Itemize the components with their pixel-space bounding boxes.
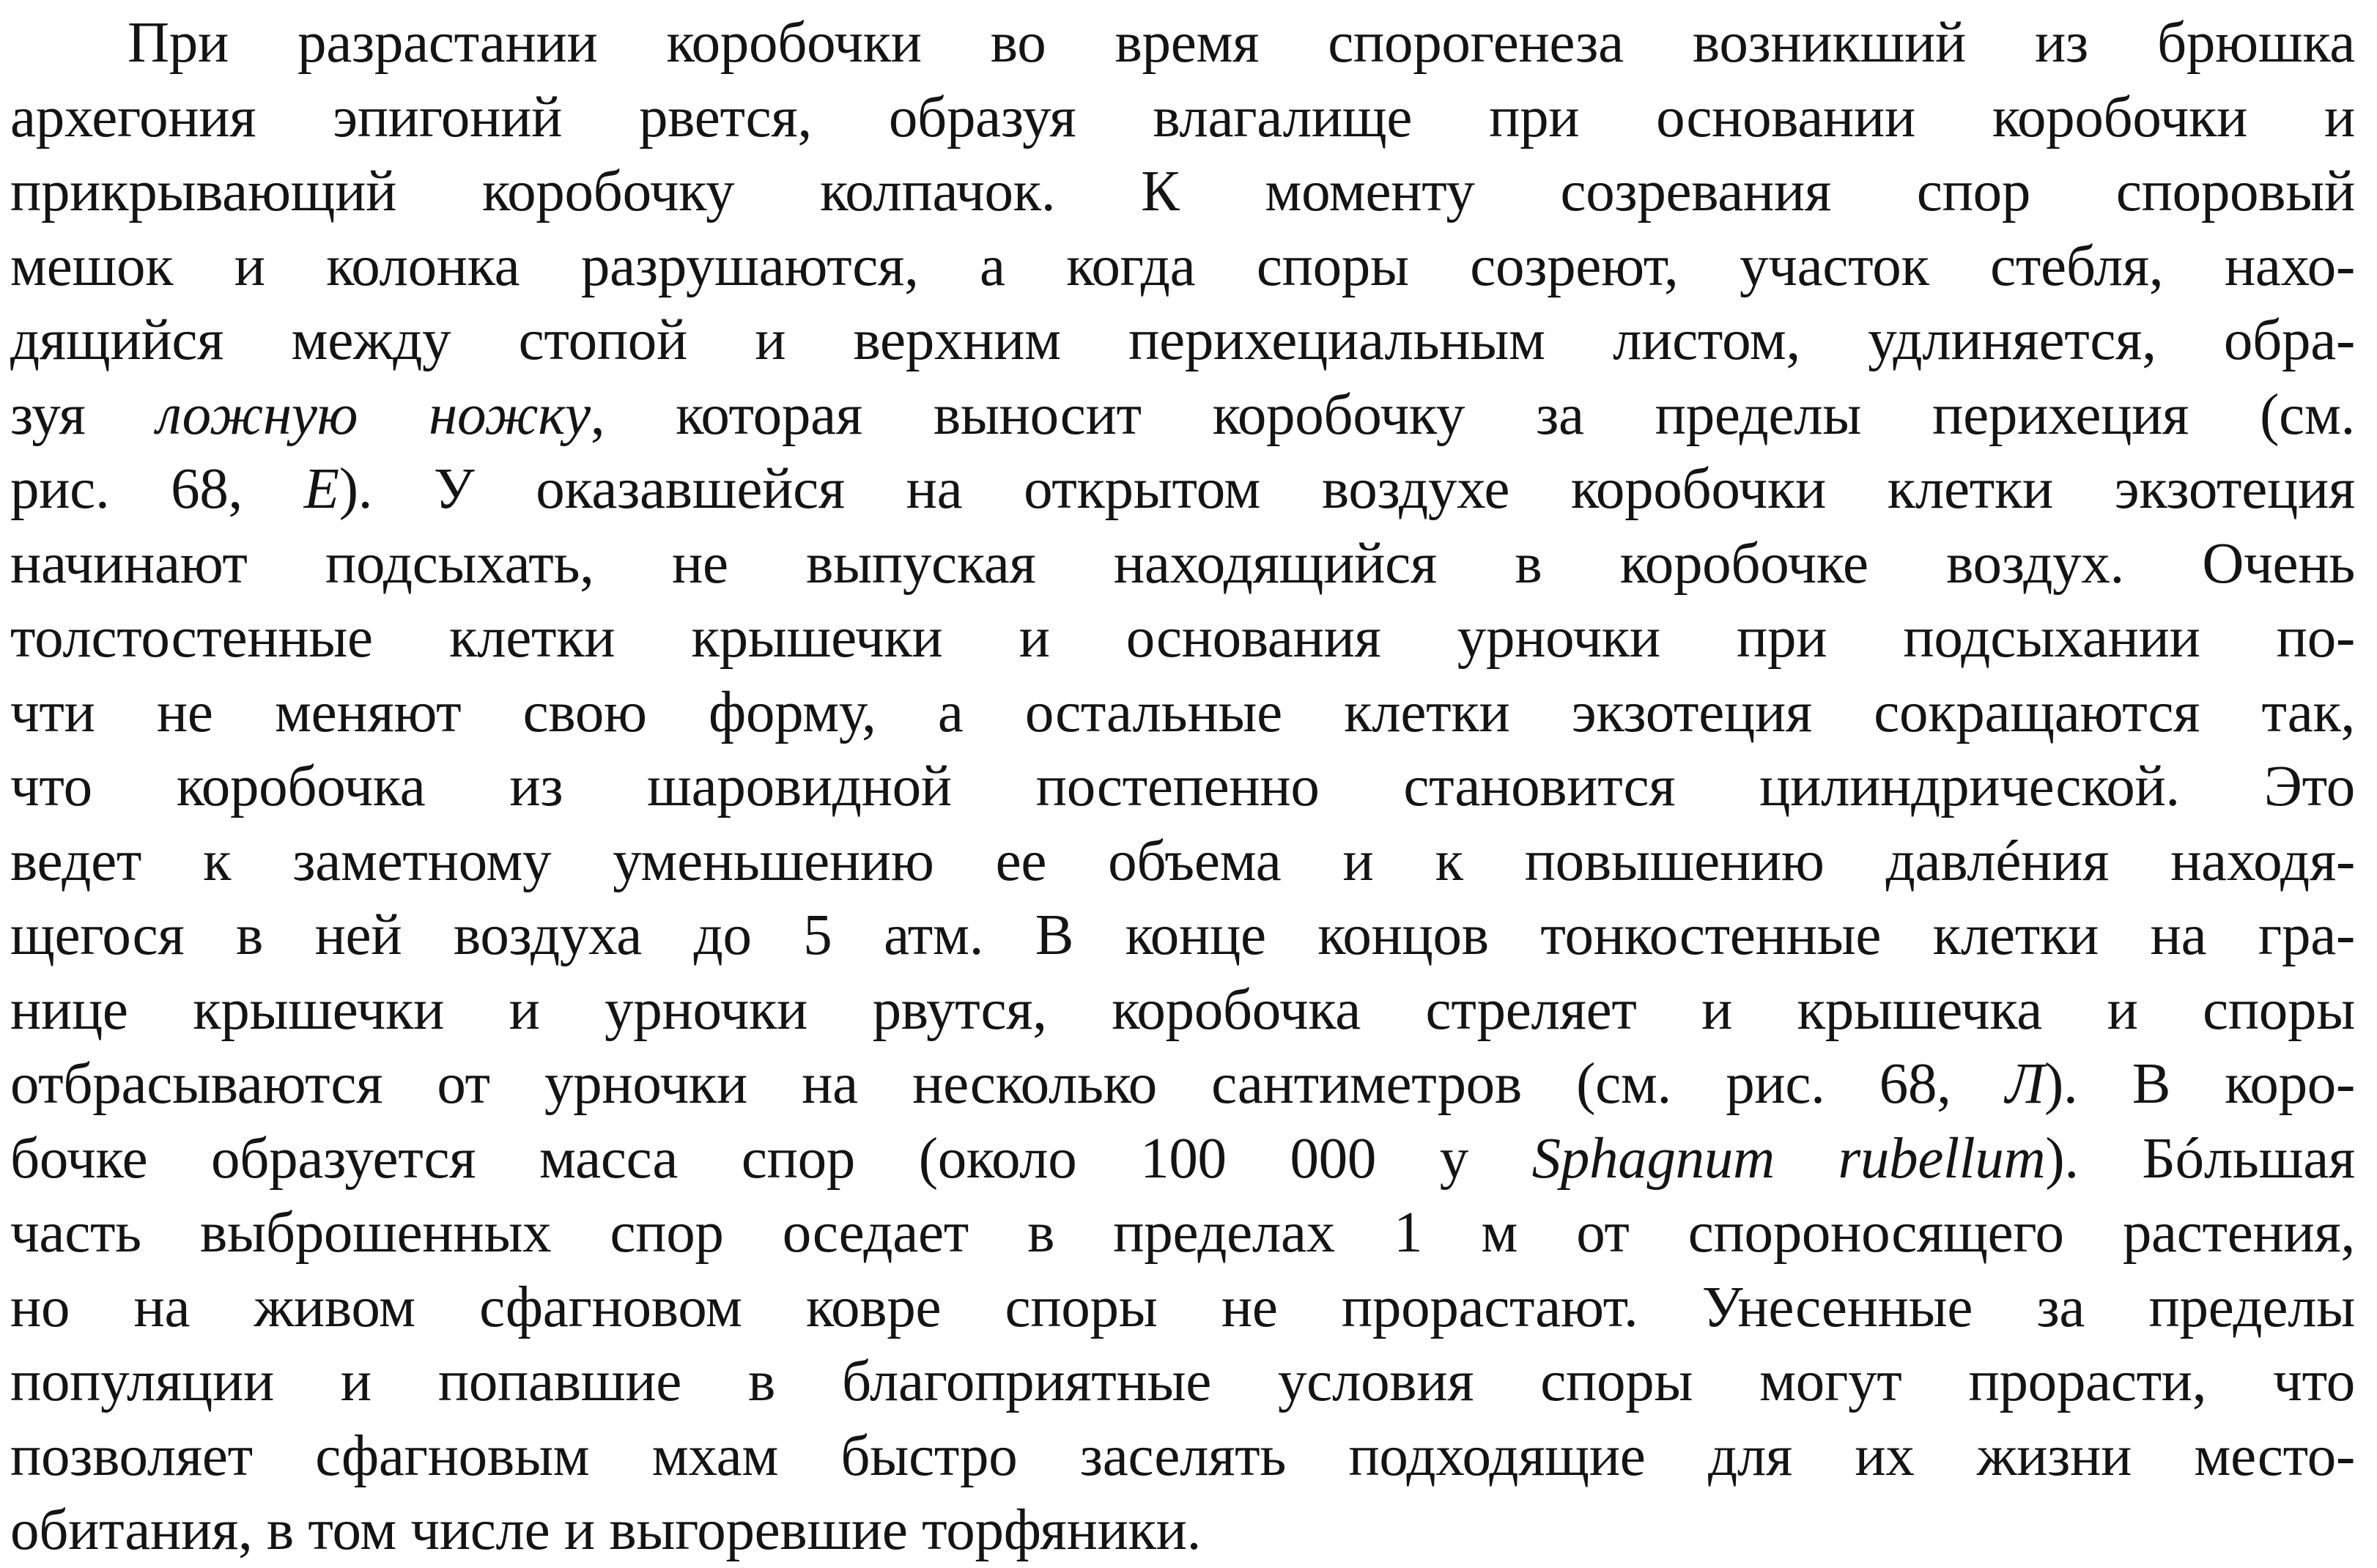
- text-run: щегося в ней воздуха до 5 атм. В конце концов тонкостенные клетки на гра-: [10, 903, 2355, 967]
- document-page: [10, 6, 2355, 1568]
- text-line: [10, 1493, 2355, 1568]
- text-run: дящийся между стопой и верхним перихециальным листом, удлиняется, обра-: [10, 308, 2355, 372]
- text-line: [10, 6, 2355, 81]
- text-run: популяции и попавшие в благоприятные условия споры могут прорасти, что: [10, 1350, 2355, 1413]
- italic-term: Е: [303, 457, 339, 521]
- text-run: ). У оказавшейся на открытом воздухе коробочки клетки экзотеция: [339, 457, 2355, 521]
- text-line: [10, 229, 2355, 304]
- text-line: [10, 1419, 2355, 1494]
- text-run: чти не меняют свою форму, а остальные клетки экзотеция сокращаются так,: [10, 680, 2355, 744]
- text-run: толстостенные клетки крышечки и основания урночки при подсыхании по-: [10, 606, 2355, 670]
- text-line: [10, 1345, 2355, 1419]
- text-run: но на живом сфагновом ковре споры не прорастают. Унесенные за пределы: [10, 1275, 2355, 1339]
- text-line: [10, 676, 2355, 750]
- text-run: отбрасываются от урночки на несколько сантиметров (см. рис. 68,: [10, 1052, 2006, 1116]
- text-run: что коробочка из шаровидной постепенно становится цилиндрической. Это: [10, 755, 2355, 818]
- text-line: [10, 750, 2355, 824]
- text-line: [10, 824, 2355, 899]
- text-line: [10, 303, 2355, 378]
- text-line: [10, 1271, 2355, 1345]
- text-line: [10, 452, 2355, 527]
- text-line: [10, 155, 2355, 229]
- text-line: [10, 527, 2355, 602]
- text-run: бочке образуется масса спор (около 100 000 у: [10, 1126, 1532, 1191]
- text-line: [10, 601, 2355, 676]
- text-run: архегония эпигоний рвется, образуя влагалище при основании коробочки и: [10, 85, 2355, 149]
- text-run: начинают подсыхать, не выпуская находящийся в коробочке воздух. Очень: [10, 531, 2355, 596]
- text-line: [10, 81, 2355, 155]
- italic-term: ложную ножку: [156, 382, 591, 447]
- text-run: рис. 68,: [10, 457, 304, 521]
- text-run: прикрывающий коробочку колпачок. К моменту созревания спор споровый: [10, 160, 2355, 223]
- italic-term: Л: [2005, 1052, 2045, 1116]
- text-line: [10, 1047, 2355, 1122]
- text-run: При разрастании коробочки во время спорогенеза возникший из брюшка: [127, 11, 2355, 75]
- text-run: , которая выносит коробочку за пределы перихеция (см.: [590, 382, 2355, 447]
- text-run: ). В коро-: [2044, 1052, 2355, 1116]
- text-run: часть выброшенных спор оседает в пределах 1 м от спороносящего растения,: [10, 1201, 2355, 1265]
- text-run: обитания, в том числе и выгоревшие торфяники.: [10, 1498, 1202, 1562]
- text-line: [10, 973, 2355, 1048]
- text-run: ). Бóльшая: [2045, 1126, 2355, 1191]
- text-run: нице крышечки и урночки рвутся, коробочка стреляет и крышечка и споры: [10, 977, 2355, 1042]
- text-run: зуя: [10, 382, 157, 447]
- body-paragraph: [10, 6, 2355, 1568]
- text-run: ведет к заметному уменьшению ее объема и к повышению давлéния находя-: [10, 829, 2355, 893]
- text-run: позволяет сфагновым мхам быстро заселять подходящие для их жизни место-: [10, 1424, 2355, 1488]
- text-run: мешок и колонка разрушаются, а когда споры созреют, участок стебля, нахо-: [10, 234, 2355, 298]
- text-line: [10, 378, 2355, 453]
- text-line: [10, 1196, 2355, 1271]
- text-line: [10, 898, 2355, 973]
- italic-term: Sphagnum rubellum: [1531, 1126, 2046, 1191]
- text-line: [10, 1122, 2355, 1197]
